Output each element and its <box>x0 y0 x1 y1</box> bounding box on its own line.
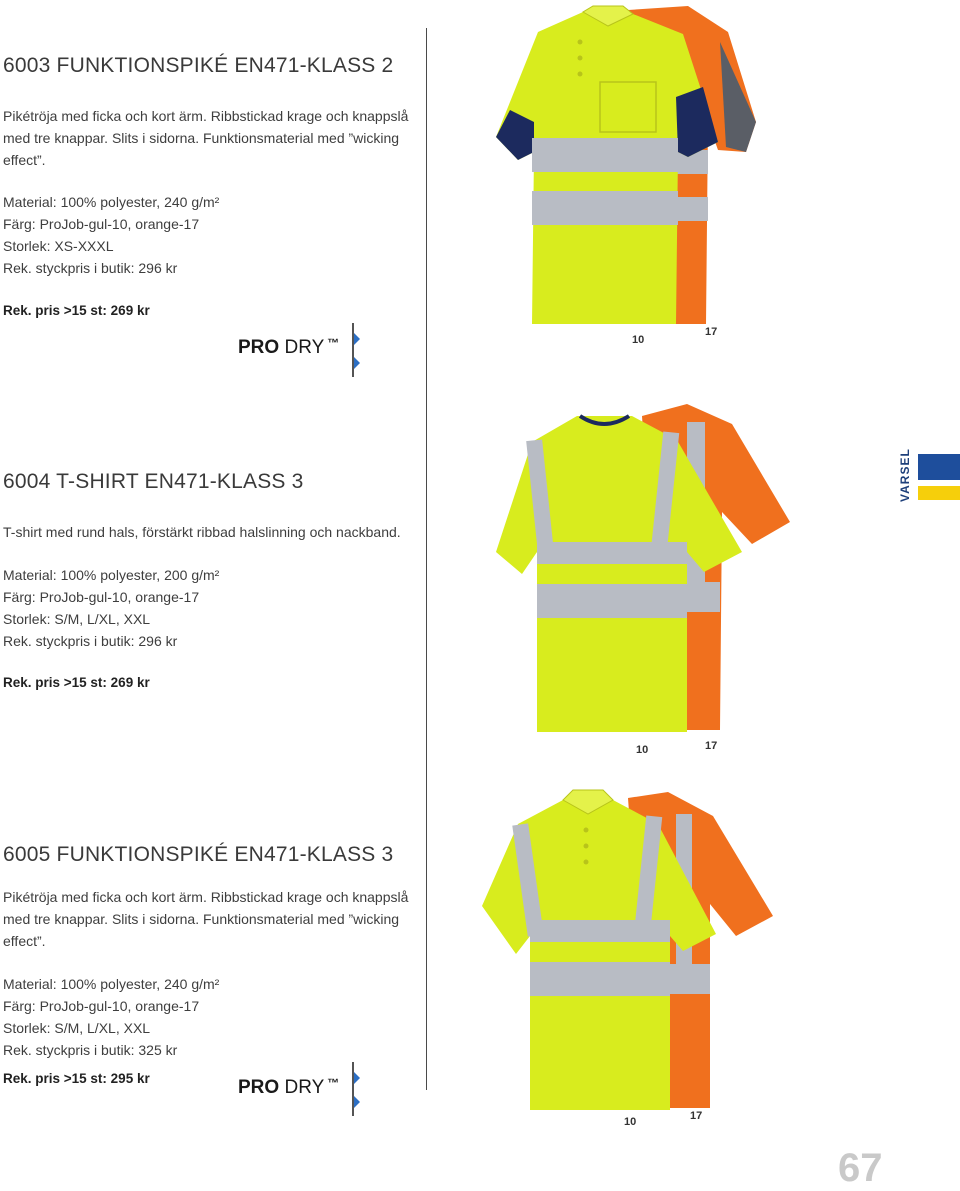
product-title-6003: 6003 FUNKTIONSPIKÉ EN471-KLASS 2 <box>3 54 394 77</box>
column-divider <box>426 28 427 1090</box>
product-desc-6003 <box>3 105 408 171</box>
product-specs-6005 <box>3 973 219 1061</box>
sizes-line: Storlek: XS-XXXL <box>3 238 114 254</box>
desc-line: med tre knappar. Slits i sidorna. Funktionsmaterial med ”wicking <box>3 911 400 927</box>
material-line: Material: 100% polyester, 200 g/m² <box>3 567 220 583</box>
desc-line: med tre knappar. Slits i sidorna. Funktionsmaterial med ”wicking <box>3 130 400 146</box>
desc-line: effect”. <box>3 933 46 949</box>
color-line: Färg: ProJob-gul-10, orange-17 <box>3 998 200 1014</box>
sizes-line: Storlek: S/M, L/XL, XXL <box>3 1020 151 1036</box>
color-line: Färg: ProJob-gul-10, orange-17 <box>3 216 200 232</box>
color-code-10: 10 <box>632 334 645 346</box>
desc-line: effect”. <box>3 152 46 168</box>
varsel-tab-yellow <box>918 486 960 500</box>
product-title-6004: 6004 T-SHIRT EN471-KLASS 3 <box>3 470 304 493</box>
product-desc-6005 <box>3 886 408 952</box>
color-code-17: 17 <box>705 326 718 338</box>
prodry-logo: PRO DRY ™ <box>238 336 340 358</box>
bulk-price-6004: Rek. pris >15 st: 269 kr <box>3 675 150 690</box>
material-line: Material: 100% polyester, 240 g/m² <box>3 194 220 210</box>
desc-line: Pikétröja med ficka och kort ärm. Ribbstickad krage och knappslå <box>3 108 409 124</box>
store-price-line: Rek. styckpris i butik: 296 kr <box>3 260 178 276</box>
prodry-arrow-icon <box>346 323 360 377</box>
color-line: Färg: ProJob-gul-10, orange-17 <box>3 589 200 605</box>
bulk-price-6005: Rek. pris >15 st: 295 kr <box>3 1071 150 1086</box>
material-line: Material: 100% polyester, 240 g/m² <box>3 976 220 992</box>
product-specs-6004 <box>3 564 219 652</box>
product-image-6005 <box>478 786 778 1114</box>
desc-line: T-shirt med rund hals, förstärkt ribbad halslinning och nackband. <box>3 524 401 540</box>
prodry-arrow-icon <box>346 1062 360 1116</box>
product-image-6004 <box>492 402 792 738</box>
sizes-line: Storlek: S/M, L/XL, XXL <box>3 611 151 627</box>
color-code-17: 17 <box>690 1110 703 1122</box>
product-image-6003 <box>488 2 778 328</box>
color-code-10: 10 <box>624 1116 637 1128</box>
product-specs-6003 <box>3 191 219 279</box>
desc-line: Pikétröja med ficka och kort ärm. Ribbstickad krage och knappslå <box>3 889 409 905</box>
product-title-6005: 6005 FUNKTIONSPIKÉ EN471-KLASS 3 <box>3 843 394 866</box>
store-price-line: Rek. styckpris i butik: 325 kr <box>3 1042 178 1058</box>
color-code-10: 10 <box>636 744 649 756</box>
store-price-line: Rek. styckpris i butik: 296 kr <box>3 633 178 649</box>
bulk-price-6003: Rek. pris >15 st: 269 kr <box>3 303 150 318</box>
prodry-logo: PRO DRY ™ <box>238 1076 340 1098</box>
page-number: 67 <box>838 1146 883 1190</box>
product-desc-6004 <box>3 521 401 543</box>
varsel-tab-blue <box>918 454 960 480</box>
varsel-tab-label: VARSEL <box>898 448 912 502</box>
color-code-17: 17 <box>705 740 718 752</box>
